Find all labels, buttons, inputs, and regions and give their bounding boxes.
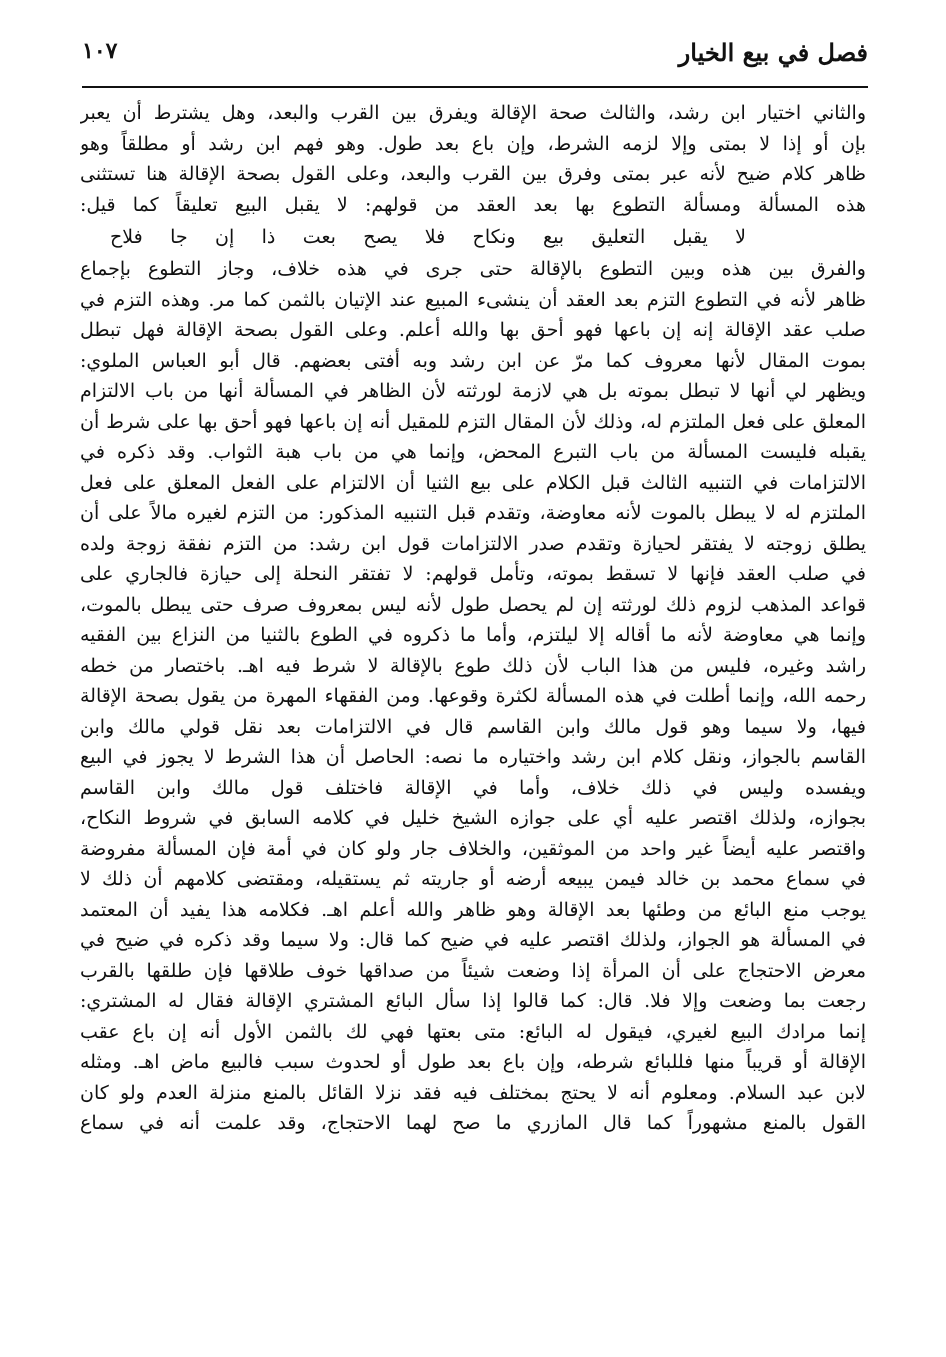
text-line: الملتزم له لا يبطل بالموت لأنه معاوضة، وتقدم قبل التنبيه المذكور: من التزم لغيره مالاً على أن	[80, 502, 866, 524]
text-line: بجوازه، ولذلك اقتصر عليه أي على جوازه الشيخ خليل في كلامه السابق في شروط النكاح،	[80, 807, 866, 829]
text-line: القاسم بالجواز، ونقل كلام ابن رشد واختياره ما نصه: الحاصل أن هذا الشرط لا يجوز في البيع	[80, 746, 866, 768]
text-line: المعلق على فعل الملتزم له، وذلك لأن المقال التزم للمقيل أنه إن باعها فهو أحق بها على شرط أن	[80, 410, 866, 433]
text-line: ظاهر لأنه في التطوع التزم بعد العقد أن ينشىء المبيع عند الإتيان بالثمن كما مر. وهذه التزم في	[80, 288, 866, 311]
text-line: فيها، ولا سيما وهو قول مالك وابن القاسم قال في الالتزامات بعد نقل قولي مالك وابن	[80, 715, 866, 738]
verse-line: لا يقبل التعليق بيع ونكاح فلا يصح بعت ذا إن جا فلاح	[110, 226, 746, 248]
text-line: والثاني اختيار ابن رشد، والثالث صحة الإقالة ويفرق بين القرب والبعد، وهل يشترط أن يعبر	[80, 102, 866, 124]
text-line: هذه المسألة ومسألة التطوع بها بعد العقد من قولهم: لا يقبل البيع تعليقاً كما قيل:	[80, 193, 866, 216]
text-line: إنما مرادك البيع لغيري، فيقول له البائع: متى بعتها فهي لك بالثمن الأول أنه إن باع عقب	[80, 1020, 866, 1043]
text-line: لابن عبد السلام. ومعلوم أنه لا يحتج بمختلف فيه فقد نزلا القائل بالمنع منزلة العدم ولو كان	[80, 1081, 866, 1104]
body-text	[80, 98, 866, 1139]
text-line: الالتزامات في التنبيه الثالث قبل الكلام على بيع الثنيا أن الالتزام على الفعل المعلق على فعل	[80, 471, 866, 494]
text-line: ظاهر كلام ضيح لأنه عبر بمتى وفرق بين القرب والبعد، وعلى القول بصحة الإقالة هنا تستثنى	[80, 163, 866, 185]
text-line: واقتصر عليه أيضاً غير واحد من الموثقين، والخلاف جار ولو كان في أمة فإن المسألة مفروضة	[80, 837, 866, 860]
page-header	[82, 28, 868, 88]
text-line: بإن أو إذا لا بمتى وإلا لزمه الشرط، وإن باع بعد طول. وهو فهم ابن رشد أو مطلقاً وهو	[80, 132, 866, 155]
text-line: وإنما هي معاوضة لأنه ما أقاله إلا ليلتزم، وأما ما ذكروه في الطوع بالثنيا من النزاع بين الفقيه	[80, 624, 866, 646]
running-title: فصل في بيع الخيار	[678, 38, 868, 67]
text-line: الإقالة أو قريباً منها فللبائع شرطه، وإن باع بعد طول أو لحدوث سبب فالبيع ماض اهـ. ومثله	[80, 1051, 866, 1073]
text-line: صلب عقد الإقالة إنه إن باعها فهو أحق بها والله أعلم. وعلى القول بصحة الإقالة فهل تبطل	[80, 319, 866, 341]
text-line: يقبله فليست المسألة من باب التبرع المحض، وإنما هي من باب هبة الثواب. وقد ذكره في	[80, 441, 866, 463]
text-line: والفرق بين هذه وبين التطوع بالإقالة حتى جرى في هذه خلاف، وجاز التطوع بإجماع	[80, 258, 866, 280]
text-line: في المسألة هو الجواز، ولذلك اقتصر عليه في ضيح كما قال: ولا سيما وقد ذكره في ضيح في	[80, 929, 866, 951]
text-line: قواعد المذهب لزوم ذلك لورثته إن لم يحصل طول لأنه ليس بمعروف صرف حتى يبطل بالموت،	[80, 593, 866, 616]
text-line: في صلب العقد فإنها لا تسقط بموته، وتأمل قولهم: لا تفتقر النحلة إلى حيازة فالجاري على	[80, 563, 866, 585]
page-number: ١٠٧	[82, 38, 118, 64]
text-line: ويظهر لي أنها لا تبطل بموته بل هي لازمة لورثته لأن الظاهر في المسألة أنها من باب الالتزام	[80, 380, 866, 402]
header-rule	[82, 86, 868, 88]
text-line: يطلق زوجته لا يفتقر لحيازة وتقدم صدر الالتزامات قول ابن رشد: من التزم نفقة زوجة ولده	[80, 532, 866, 555]
text-line: في سماع محمد بن خالد فيمن يبيعه أرضه أو جاريته ثم يستقيله، ومقتضى كلامهم أن ذلك لا	[80, 868, 866, 890]
text-line: رجعت بما وضعت وإلا فلا. قال: كما قالوا إذا سأل البائع المشتري الإقالة فقال له المشتري:	[80, 990, 866, 1012]
text-line: يوجب منع البائع من وطئها بعد الإقالة وهو ظاهر والله أعلم اهـ. فكلامه هذا يفيد أن المعتمد	[80, 898, 866, 921]
text-line: بموت المقال لأنها معروف كما مرّ عن ابن رشد وبه أفتى بعضهم. قال أبو العباس الملوي:	[80, 349, 866, 372]
text-line: رحمه الله، وإنما أطلت في هذه المسألة لكثرة وقوعها. ومن الفقهاء المهرة من يقول بصحة الإقالة	[80, 685, 866, 707]
text-line: القول بالمنع مشهوراً كما قال المازري ما صح لهما الاحتجاج، وقد علمت أنه في سماع	[80, 1112, 866, 1134]
text-line: ويفسده وليس في ذلك خلاف، وأما في الإقالة فاختلف قول مالك وابن القاسم	[80, 776, 866, 799]
text-line: راشد وغيره، فليس من هذا الباب لأن ذلك طوع بالإقالة لا شرط فيه اهـ. باختصار من خطه	[80, 654, 866, 677]
text-line: معرض الاحتجاج على أن المرأة إذا وضعت شيئاً من صداقها خوف طلاقها فإن طلقها بالقرب	[80, 959, 866, 982]
